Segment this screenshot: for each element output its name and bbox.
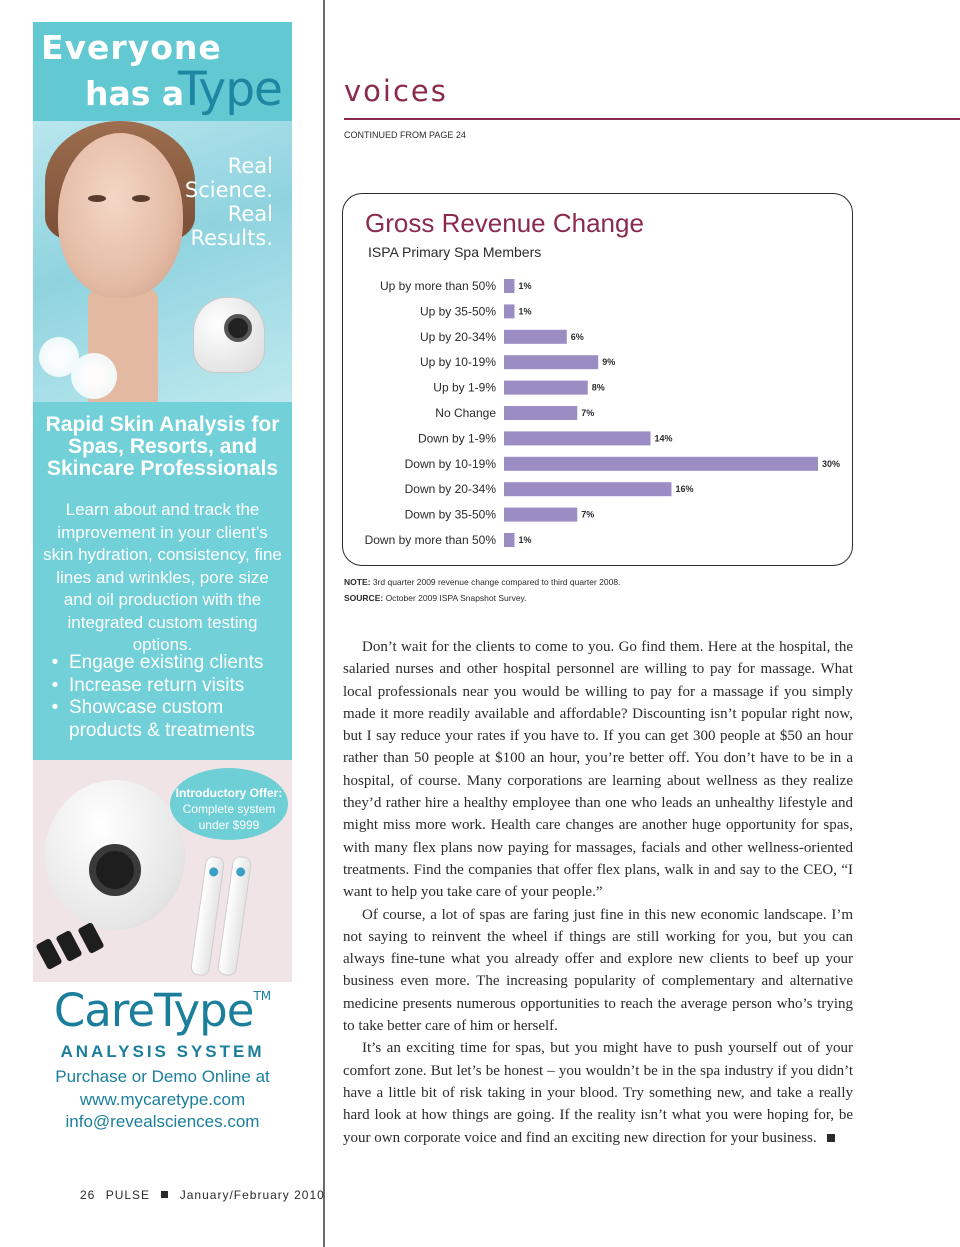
bar-value-label: 8% (591, 382, 605, 393)
category-label: Up by 35-50% (419, 304, 496, 319)
ad-model-photo (33, 121, 292, 402)
note-text: 3rd quarter 2009 revenue change compared to third quarter 2008. (370, 577, 621, 587)
bar-value-label: 30% (822, 458, 841, 469)
article-paragraph: Don’t wait for the clients to come to you. Go find them. Here at the hospital, the salaried nurses and other hospital personnel are willing to pay for massage. What local professionals near you would be willing to pay for a massage if you simply made it more readily available and affordable? Discounting isn’t popular right now, but I say reduce your rates if you have to. If you can get 300 people at $50 an hour rather than 50 people at $100 an hour, you’re better off. You don’t have to be in a hospital, of course. Many corporations are learning about wellness as they realize they’d rather hire a healthy employee than one who leads an unhealthy lifestyle and might miss more work. Health care changes are another huge opportunity for spas, with many flex plans now paying for massages, facials and other wellness-oriented treatments. Find the companies that offer flex plans, walk in and say to the CEO, “I want to help you take care of your people.” (343, 639, 853, 901)
gross-revenue-bar-chart (342, 270, 847, 560)
bar (504, 406, 577, 420)
category-label: Up by 10-19% (419, 355, 496, 370)
orchid-flower (71, 353, 117, 399)
bullet-text: Increase return visits (69, 674, 245, 696)
category-label: Up by more than 50% (379, 279, 496, 293)
ad-headline-line1: Everyone (41, 28, 222, 67)
chart-source (344, 590, 620, 606)
bar-value-label: 6% (570, 331, 584, 342)
issue-date: January/February 2010 (179, 1188, 325, 1202)
bar (504, 381, 588, 395)
trademark-mark: TM (253, 989, 272, 1003)
bar-value-label: 9% (602, 357, 616, 368)
category-label: Down by more than 50% (364, 533, 496, 547)
ad-body-text: Learn about and track the improvement in your client’s skin hydration, consistency, fine lines and wrinkles, pore size and oil production with the integrated custom testing options. (43, 500, 282, 654)
continued-note: CONTINUED FROM PAGE 24 (344, 130, 466, 140)
wand-logo-icon (236, 867, 246, 877)
bar-value-label: 1% (518, 535, 532, 545)
category-label: Down by 1-9% (417, 431, 496, 446)
chart-subtitle: ISPA Primary Spa Members (368, 244, 542, 260)
separator-square (161, 1191, 168, 1198)
ad-header (33, 22, 292, 121)
wand-logo-icon (209, 867, 219, 877)
bar (504, 431, 651, 445)
category-label: Up by 1-9% (433, 380, 496, 395)
chart-note (344, 574, 620, 590)
section-title: voices (344, 74, 448, 108)
introductory-offer-badge (170, 768, 288, 840)
caretype-logo (33, 984, 292, 1037)
source-text: October 2009 ISPA Snapshot Survey. (383, 593, 527, 603)
page-footer (80, 1188, 325, 1202)
column-divider (323, 0, 325, 1247)
section-rule (344, 118, 960, 120)
bar-value-label: 7% (581, 408, 595, 418)
article-paragraph-text: It’s an exciting time for spas, but you might have to push yourself out of your comfort zone. But let’s be honest – you wouldn’t be in the spa industry if you didn’t have a little bit of risk taking in your blood. Try something new, and take a really hard look at how things are going. If the reality isn’t what you were hoping for, be your own corporate voice and find an exciting new direction for your business. (343, 1040, 853, 1146)
category-label: Up by 20-34% (419, 329, 496, 344)
category-label: Down by 10-19% (404, 456, 496, 471)
article-paragraph: Of course, a lot of spas are faring just fine in this new economic landscape. I’m not saying to reinvent the wheel if things are still working for you, but you can always fine-tune what you already offer and explore new clients to beef up your business even more. The increasing popularity of complementary and alternative medicine presents numerous opportunities to reach the average person who’s trying to take better care of him or herself. (343, 906, 853, 1035)
caretype-advertisement (33, 22, 292, 1168)
device-lens (224, 314, 252, 342)
bar-value-label: 1% (518, 281, 532, 291)
bar-value-label: 7% (581, 509, 595, 520)
ad-headline-type-word: Type (178, 62, 282, 117)
offer-text: Complete system under $999 (182, 802, 276, 832)
ad-url-link[interactable]: www.mycaretype.com (79, 1089, 246, 1109)
bullet-text: Showcase custom products & treatments (69, 697, 255, 741)
bullet-icon: • (51, 652, 59, 673)
ad-product-photo (33, 760, 292, 982)
skin-analyzer-device (193, 297, 265, 373)
bar (504, 355, 598, 369)
category-label: Down by 35-50% (404, 507, 496, 522)
article-body (343, 636, 853, 1149)
ad-email-link[interactable]: info@revealsciences.com (65, 1112, 260, 1131)
model-face (58, 133, 183, 298)
bullet-text: Engage existing clients (69, 652, 264, 673)
bar-value-label: 14% (654, 433, 673, 444)
offer-title: Introductory Offer: (175, 786, 283, 800)
bar (504, 330, 567, 344)
list-item (41, 697, 284, 742)
ad-brand-block (33, 982, 292, 1168)
bar (504, 508, 577, 522)
bar (504, 457, 818, 471)
page-number: 26 (80, 1188, 96, 1202)
bar (504, 279, 514, 293)
purchase-line: Purchase or Demo Online at (55, 1067, 270, 1086)
publication-name: PULSE (105, 1188, 151, 1202)
list-item (41, 652, 284, 675)
ad-title: Rapid Skin Analysis for Spas, Resorts, and Skincare Professionals (45, 413, 280, 480)
bar (504, 533, 514, 547)
category-label: No Change (435, 406, 496, 420)
article-paragraph (343, 1037, 853, 1148)
bar-value-label: 1% (518, 306, 532, 317)
brand-subtitle: ANALYSIS SYSTEM (60, 1042, 265, 1061)
end-of-article-mark (827, 1134, 835, 1142)
chart-notes (344, 574, 620, 606)
bullet-icon: • (51, 697, 59, 718)
model-eye-right (132, 195, 150, 202)
bar-value-label: 16% (675, 484, 694, 495)
ad-headline-line2: has a (85, 74, 185, 113)
skin-analyzer-device (45, 780, 185, 930)
category-label: Down by 20-34% (404, 482, 496, 497)
device-lens (89, 844, 141, 896)
bullet-icon: • (51, 674, 59, 696)
note-label: NOTE: (344, 577, 371, 587)
model-eye-left (88, 195, 106, 202)
ad-copy (33, 402, 292, 760)
brand-name: CareType (53, 984, 254, 1037)
ad-benefit-list (41, 652, 284, 742)
source-label: SOURCE: (344, 593, 384, 603)
bar (504, 304, 514, 318)
ad-contact (33, 1066, 292, 1134)
list-item (41, 675, 284, 698)
bar (504, 482, 671, 496)
chart-title: Gross Revenue Change (365, 208, 644, 238)
ad-tagline: Real Science. Real Results. (184, 154, 273, 250)
